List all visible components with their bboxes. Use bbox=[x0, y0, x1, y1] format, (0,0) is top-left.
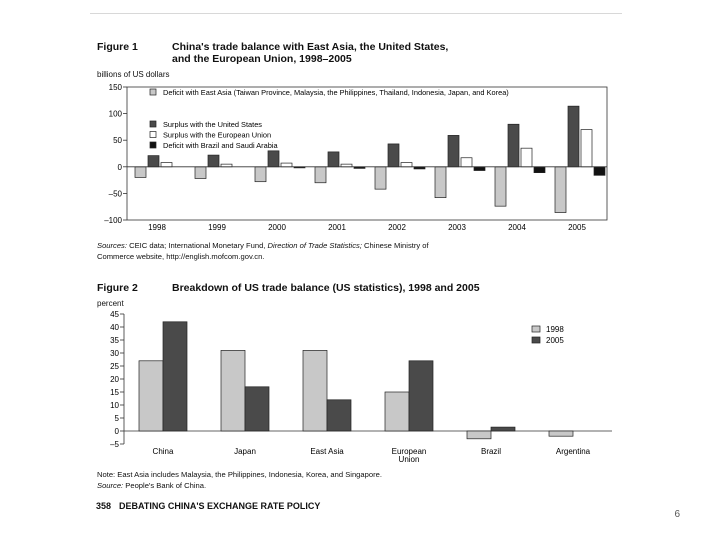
chart1-bar bbox=[268, 151, 279, 167]
book-page-number: 358 bbox=[96, 501, 112, 511]
figure2-unit-label: percent bbox=[97, 299, 124, 308]
chart1-legend-label: Surplus with the United States bbox=[163, 120, 263, 129]
chart1-bar bbox=[448, 135, 459, 166]
chart1-y-tick-label: –50 bbox=[108, 189, 122, 199]
chart1-bar bbox=[388, 144, 399, 167]
chart1-bar bbox=[328, 152, 339, 167]
chart1-bar bbox=[581, 130, 592, 167]
chart1-bar bbox=[401, 163, 412, 167]
top-rule bbox=[90, 13, 622, 14]
chart1-bar bbox=[555, 167, 566, 213]
chart1-y-tick-label: 150 bbox=[108, 83, 122, 92]
chart1-bar bbox=[435, 167, 446, 198]
figure2-source-label: Source: bbox=[97, 481, 124, 490]
chart2-y-tick-label: –5 bbox=[110, 440, 119, 449]
slide-number: 6 bbox=[674, 509, 680, 520]
figure1-unit-label: billions of US dollars bbox=[97, 70, 170, 79]
chart1-x-tick-label: 1998 bbox=[148, 223, 166, 232]
chart1-legend-swatch bbox=[150, 132, 156, 138]
chart1-plot-frame bbox=[127, 87, 607, 220]
chart2-bar bbox=[385, 392, 409, 431]
chart2-y-tick-label: 30 bbox=[110, 349, 119, 358]
chart2-legend-label: 2005 bbox=[546, 336, 564, 345]
chart1-legend-label: Surplus with the European Union bbox=[163, 130, 272, 140]
figure2-source-text: People's Bank of China. bbox=[123, 481, 207, 490]
chart2-y-tick-label: 15 bbox=[110, 388, 119, 397]
chart1-bar bbox=[255, 167, 266, 182]
chart1-x-tick-label: 2002 bbox=[388, 223, 406, 232]
chart1-bar bbox=[281, 163, 292, 167]
chart2-bar bbox=[409, 361, 433, 431]
chart1-bar bbox=[521, 148, 532, 167]
chart2-y-tick-label: 0 bbox=[114, 427, 119, 436]
chart2-y-tick-label: 25 bbox=[110, 362, 119, 371]
book-footer-title: DEBATING CHINA'S EXCHANGE RATE POLICY bbox=[119, 501, 321, 511]
chart1-x-tick-label: 1999 bbox=[208, 223, 226, 232]
figure1-source-label: Sources: bbox=[97, 241, 127, 250]
chart1-bar bbox=[534, 167, 545, 173]
chart1-bar bbox=[568, 106, 579, 167]
chart1-x-tick-label: 2001 bbox=[328, 223, 346, 232]
chart2 bbox=[92, 308, 612, 468]
chart1-bar bbox=[208, 155, 219, 167]
chart1-bar bbox=[495, 167, 506, 206]
chart1-x-tick-label: 2004 bbox=[508, 223, 526, 232]
chart1-y-tick-label: 100 bbox=[108, 109, 122, 119]
figure1-source-line2: Commerce website, http://english.mofcom.gov.cn. bbox=[97, 252, 265, 261]
chart2-bar bbox=[327, 400, 351, 431]
chart1-bar bbox=[315, 167, 326, 183]
chart2-bar bbox=[303, 350, 327, 431]
chart1-y-tick-label: –100 bbox=[104, 216, 122, 225]
figure1-source-text2: Chinese Ministry of bbox=[361, 241, 429, 250]
figure2-title: Breakdown of US trade balance (US statistics), 1998 and 2005 bbox=[172, 282, 480, 294]
chart1-legend-swatch bbox=[150, 142, 156, 148]
chart2-y-tick-label: 35 bbox=[110, 336, 119, 345]
chart1-y-tick-label: 0 bbox=[117, 162, 122, 172]
chart1-legend-swatch bbox=[150, 89, 156, 95]
chart2-y-tick-label: 5 bbox=[114, 414, 119, 423]
chart2-y-tick-label: 10 bbox=[110, 401, 119, 410]
chart2-x-tick-label: Brazil bbox=[480, 447, 502, 456]
chart1-bar bbox=[148, 156, 159, 167]
chart2-x-tick-label: East Asia bbox=[310, 447, 344, 456]
chart1-bar bbox=[161, 163, 172, 167]
figure1-source bbox=[97, 240, 429, 262]
book-footer bbox=[96, 501, 320, 511]
chart2-y-tick-label: 20 bbox=[110, 375, 119, 384]
figure1-source-italic: Direction of Trade Statistics; bbox=[267, 241, 362, 250]
figure1-title bbox=[172, 41, 448, 65]
chart1-legend-label: Deficit with Brazil and Saudi Arabia bbox=[163, 141, 278, 150]
chart1-bar bbox=[461, 158, 472, 167]
chart1-bar bbox=[508, 124, 519, 167]
chart2-legend-swatch bbox=[532, 337, 540, 343]
chart2-bar bbox=[491, 427, 515, 431]
chart2-bar bbox=[221, 350, 245, 431]
figure1-title-line1: China's trade balance with East Asia, the United States, bbox=[172, 41, 449, 53]
chart1-bar bbox=[474, 167, 485, 171]
chart1-bar bbox=[375, 167, 386, 189]
chart2-x-tick-label: China bbox=[152, 447, 174, 456]
chart1-y-tick-label: 50 bbox=[113, 136, 122, 146]
chart2-x-tick-label: European Union bbox=[391, 447, 427, 464]
chart1-legend-swatch bbox=[150, 121, 156, 127]
chart2-x-tick-label: Argentina bbox=[555, 447, 591, 456]
chart2-x-tick-label: Japan bbox=[234, 447, 256, 456]
figure2-label: Figure 2 bbox=[97, 282, 138, 294]
figure2-notes bbox=[97, 469, 382, 491]
chart2-bar bbox=[163, 322, 187, 431]
figure1-source-text: CEIC data; International Monetary Fund, bbox=[126, 241, 268, 250]
chart2-y-tick-label: 45 bbox=[110, 310, 119, 319]
chart2-legend-swatch bbox=[532, 326, 540, 332]
chart1-bar bbox=[195, 167, 206, 179]
figure2-note: Note: East Asia includes Malaysia, the Philippines, Indonesia, Korea, and Singapore. bbox=[97, 470, 382, 479]
figure1-title-line2: and the European Union, 1998–2005 bbox=[172, 53, 352, 65]
chart2-bar bbox=[549, 431, 573, 436]
chart2-y-tick-label: 40 bbox=[110, 323, 119, 332]
chart1-legend-label: Deficit with East Asia (Taiwan Province, Malaysia, the Philippines, Thailand, Indonesia, Japan, and Korea) bbox=[163, 88, 509, 97]
chart2-bar bbox=[245, 387, 269, 431]
chart1-x-tick-label: 2003 bbox=[448, 223, 466, 232]
chart1 bbox=[92, 82, 612, 232]
chart2-legend-label: 1998 bbox=[546, 325, 564, 334]
figure1-label: Figure 1 bbox=[97, 41, 138, 53]
chart1-x-tick-label: 2000 bbox=[268, 223, 286, 232]
chart1-bar bbox=[135, 167, 146, 178]
chart2-bar bbox=[467, 431, 491, 439]
chart2-bar bbox=[139, 361, 163, 431]
chart1-bar bbox=[594, 167, 605, 176]
chart1-x-tick-label: 2005 bbox=[568, 223, 586, 232]
